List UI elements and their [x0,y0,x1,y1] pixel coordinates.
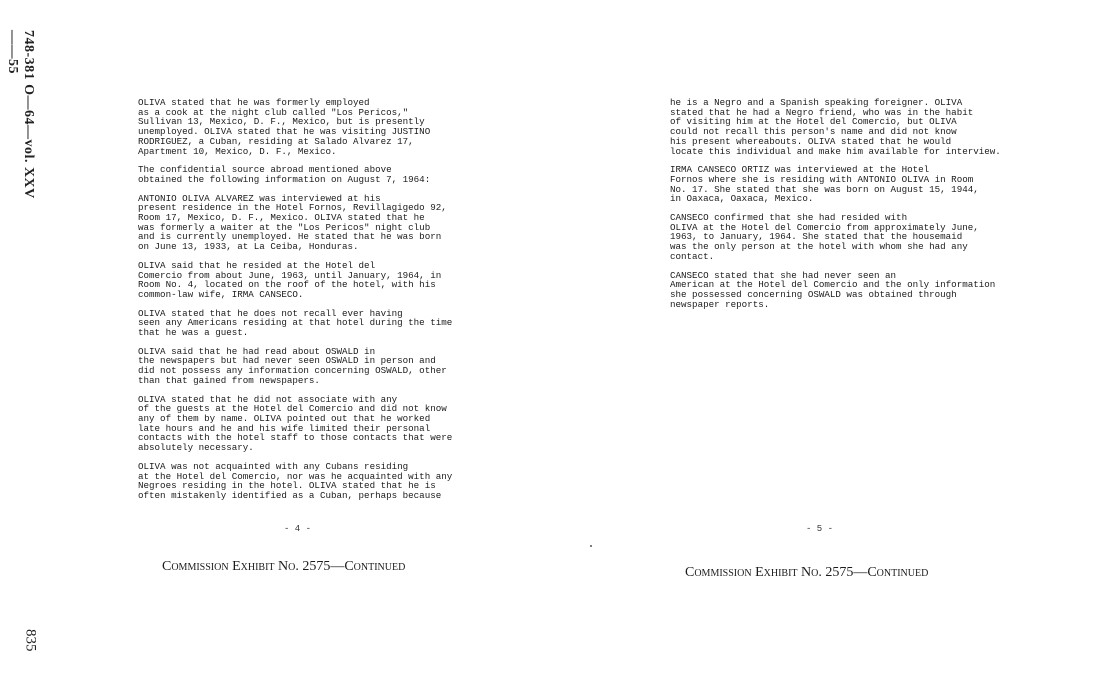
page-number-text: 835 [22,628,39,652]
left-paragraph-4: OLIVA said that he resided at the Hotel del Comercio from about June, 1963, until January, 1964, in Room No. 4, located on the roof of the hotel, with his common-law wife, IRMA CANSECO. [138,259,442,300]
margin-side-label [6,30,34,200]
right-page-footer: - 5 - [806,524,834,534]
right-paragraph-1: he is a Negro and a Spanish speaking foreigner. OLIVA stated that he had a Negro friend, who was in the habit of visiting him at the Hotel del Comercio, but OLIVA could not recall this person's name and did not know his present whereabouts. OLIVA stated that he would locate this individual and make him available for interview. [670,97,1001,157]
side-label-text: 748-381 O—64—vol. XXV——55 [5,30,36,199]
left-page-footer: - 4 - [284,524,312,534]
left-paragraph-5: OLIVA stated that he does not recall ever having seen any Americans residing at that hotel during the time that he was a guest. [138,307,453,339]
left-paragraph-7: OLIVA stated that he did not associate with any of the guests at the Hotel del Comercio and did not know any of them by name. OLIVA pointed out that he worked late hours and he and his wife limited their personal contacts with the hotel staff to those contacts that were absolutely necessary. [138,393,453,454]
right-paragraph-4: CANSECO stated that she had never seen an American at the Hotel del Comercio and the only information she possessed concerning OSWALD was obtained through newspaper reports. [670,269,996,310]
right-page-body [670,98,1015,318]
right-paragraph-2: IRMA CANSECO ORTIZ was interviewed at the Hotel Fornos where she is residing with ANTONIO OLIVA in Room No. 17. She stated that she was born on August 15, 1944, in Oaxaca, Oaxaca, Mexico. [670,164,979,205]
left-paragraph-2: The confidential source abroad mentioned above obtained the following information on August 7, 1964: [138,164,431,185]
scan-speck [590,545,592,547]
left-paragraph-6: OLIVA said that he had read about OSWALD in the newspapers but had never seen OSWALD in person and did not possess any information concerning OSWALD, other than that gained from newspapers. [138,345,447,386]
right-paragraph-3: CANSECO confirmed that she had resided with OLIVA at the Hotel del Comercio from approximately June, 1963, to January, 1964. She stated that the housemaid was the only person at the hotel with whom she had any contact. [670,212,979,262]
left-paragraph-1: OLIVA stated that he was formerly employed as a cook at the night club called "Los Pericos," Sullivan 13, Mexico, D. F., Mexico, but is presently unemployed. OLIVA stated that he was visiting JUSTINO RODRIGUEZ, a Cuban, residing at Salado Alvarez 17, Apartment 10, Mexico, D. F., Mexico. [138,97,431,157]
volume-page-number [18,620,42,660]
left-paragraph-8: OLIVA was not acquainted with any Cubans residing at the Hotel del Comercio, nor was he acquainted with any Negroes residing in the hotel. OLIVA stated that he is often mistakenly identified as a Cuban, perhaps because [138,460,453,501]
right-exhibit-caption: Commission Exhibit No. 2575—Continued [685,565,929,580]
left-page-body [138,98,478,510]
left-exhibit-caption: Commission Exhibit No. 2575—Continued [162,559,406,574]
left-paragraph-3: ANTONIO OLIVA ALVAREZ was interviewed at his present residence in the Hotel Fornos, Revillagigedo 92, Room 17, Mexico, D. F., Mexico. OLIVA stated that he was formerly a waiter at the "Los Pericos" night club and is currently unemployed. He stated that he was born on June 13, 1933, at La Ceiba, Honduras. [138,192,447,253]
